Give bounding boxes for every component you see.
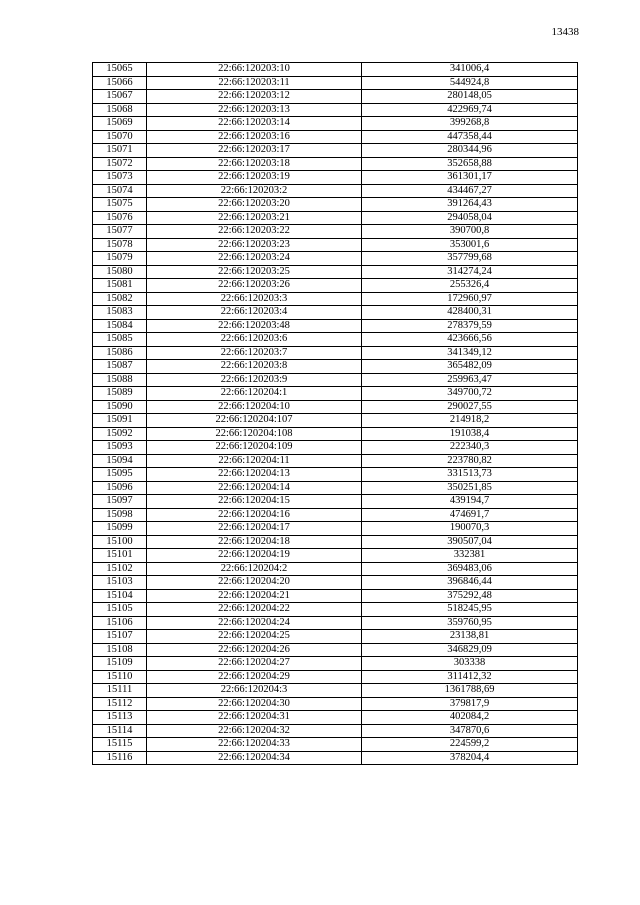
table-row [93, 495, 578, 509]
row-number-cell: 15076 [93, 211, 147, 225]
table-row [93, 535, 578, 549]
row-number-cell: 15102 [93, 562, 147, 576]
row-number-cell: 15077 [93, 225, 147, 239]
table-row [93, 697, 578, 711]
cadastral-number-cell: 22:66:120204:16 [147, 508, 362, 522]
cadastral-number-cell: 22:66:120203:3 [147, 292, 362, 306]
row-number-cell: 15084 [93, 319, 147, 333]
value-cell: 290027,55 [362, 400, 578, 414]
table-row [93, 427, 578, 441]
table-row [93, 387, 578, 401]
cadastral-number-cell: 22:66:120203:19 [147, 171, 362, 185]
table-row [93, 589, 578, 603]
value-cell: 303338 [362, 657, 578, 671]
row-number-cell: 15106 [93, 616, 147, 630]
table-row [93, 76, 578, 90]
table-row [93, 157, 578, 171]
row-number-cell: 15070 [93, 130, 147, 144]
row-number-cell: 15114 [93, 724, 147, 738]
table-row [93, 751, 578, 765]
cadastral-number-cell: 22:66:120204:1 [147, 387, 362, 401]
row-number-cell: 15099 [93, 522, 147, 536]
cadastral-number-cell: 22:66:120204:26 [147, 643, 362, 657]
row-number-cell: 15092 [93, 427, 147, 441]
value-cell: 349700,72 [362, 387, 578, 401]
value-cell: 347870,6 [362, 724, 578, 738]
row-number-cell: 15088 [93, 373, 147, 387]
row-number-cell: 15105 [93, 603, 147, 617]
row-number-cell: 15116 [93, 751, 147, 765]
value-cell: 402084,2 [362, 711, 578, 725]
table-row [93, 333, 578, 347]
value-cell: 434467,27 [362, 184, 578, 198]
row-number-cell: 15083 [93, 306, 147, 320]
value-cell: 396846,44 [362, 576, 578, 590]
cadastral-number-cell: 22:66:120203:48 [147, 319, 362, 333]
row-number-cell: 15073 [93, 171, 147, 185]
row-number-cell: 15066 [93, 76, 147, 90]
cadastral-number-cell: 22:66:120204:24 [147, 616, 362, 630]
table-row [93, 562, 578, 576]
cadastral-number-cell: 22:66:120203:20 [147, 198, 362, 212]
value-cell: 311412,32 [362, 670, 578, 684]
value-cell: 224599,2 [362, 738, 578, 752]
value-cell: 361301,17 [362, 171, 578, 185]
row-number-cell: 15096 [93, 481, 147, 495]
value-cell: 278379,59 [362, 319, 578, 333]
value-cell: 341349,12 [362, 346, 578, 360]
cadastral-number-cell: 22:66:120204:34 [147, 751, 362, 765]
row-number-cell: 15071 [93, 144, 147, 158]
table-row [93, 360, 578, 374]
table-row [93, 292, 578, 306]
row-number-cell: 15107 [93, 630, 147, 644]
row-number-cell: 15108 [93, 643, 147, 657]
row-number-cell: 15086 [93, 346, 147, 360]
row-number-cell: 15094 [93, 454, 147, 468]
cadastral-number-cell: 22:66:120203:6 [147, 333, 362, 347]
value-cell: 474691,7 [362, 508, 578, 522]
table-row [93, 238, 578, 252]
table-row [93, 481, 578, 495]
table-row [93, 724, 578, 738]
table-row [93, 103, 578, 117]
value-cell: 544924,8 [362, 76, 578, 90]
table-row [93, 603, 578, 617]
table-row [93, 117, 578, 131]
table-row [93, 711, 578, 725]
table-row [93, 144, 578, 158]
row-number-cell: 15109 [93, 657, 147, 671]
cadastral-number-cell: 22:66:120203:23 [147, 238, 362, 252]
table-row [93, 373, 578, 387]
row-number-cell: 15074 [93, 184, 147, 198]
cadastral-number-cell: 22:66:120203:9 [147, 373, 362, 387]
value-cell: 390700,8 [362, 225, 578, 239]
value-cell: 375292,48 [362, 589, 578, 603]
table-row [93, 198, 578, 212]
table-row [93, 63, 578, 77]
table-body [93, 63, 578, 765]
cadastral-number-cell: 22:66:120203:7 [147, 346, 362, 360]
value-cell: 172960,97 [362, 292, 578, 306]
value-cell: 379817,9 [362, 697, 578, 711]
value-cell: 255326,4 [362, 279, 578, 293]
row-number-cell: 15081 [93, 279, 147, 293]
cadastral-number-cell: 22:66:120203:18 [147, 157, 362, 171]
row-number-cell: 15079 [93, 252, 147, 266]
table-row [93, 346, 578, 360]
table-row [93, 670, 578, 684]
cadastral-number-cell: 22:66:120203:10 [147, 63, 362, 77]
value-cell: 350251,85 [362, 481, 578, 495]
table-row [93, 211, 578, 225]
value-cell: 346829,09 [362, 643, 578, 657]
value-cell: 365482,09 [362, 360, 578, 374]
table-row [93, 441, 578, 455]
value-cell: 378204,4 [362, 751, 578, 765]
cadastral-number-cell: 22:66:120203:16 [147, 130, 362, 144]
table-row [93, 184, 578, 198]
cadastral-number-cell: 22:66:120204:19 [147, 549, 362, 563]
value-cell: 191038,4 [362, 427, 578, 441]
row-number-cell: 15089 [93, 387, 147, 401]
value-cell: 23138,81 [362, 630, 578, 644]
value-cell: 294058,04 [362, 211, 578, 225]
cadastral-number-cell: 22:66:120203:2 [147, 184, 362, 198]
value-cell: 222340,3 [362, 441, 578, 455]
table-row [93, 643, 578, 657]
row-number-cell: 15115 [93, 738, 147, 752]
table-row [93, 90, 578, 104]
row-number-cell: 15095 [93, 468, 147, 482]
row-number-cell: 15098 [93, 508, 147, 522]
table-row [93, 414, 578, 428]
table-row [93, 306, 578, 320]
cadastral-number-cell: 22:66:120204:107 [147, 414, 362, 428]
cadastral-number-cell: 22:66:120204:11 [147, 454, 362, 468]
table-row [93, 454, 578, 468]
cadastral-number-cell: 22:66:120204:30 [147, 697, 362, 711]
row-number-cell: 15087 [93, 360, 147, 374]
value-cell: 423666,56 [362, 333, 578, 347]
value-cell: 214918,2 [362, 414, 578, 428]
cadastral-number-cell: 22:66:120203:17 [147, 144, 362, 158]
row-number-cell: 15112 [93, 697, 147, 711]
cadastral-number-cell: 22:66:120204:20 [147, 576, 362, 590]
table-row [93, 130, 578, 144]
value-cell: 280148,05 [362, 90, 578, 104]
table-row [93, 225, 578, 239]
value-cell: 331513,73 [362, 468, 578, 482]
cadastral-number-cell: 22:66:120204:22 [147, 603, 362, 617]
cadastral-number-cell: 22:66:120203:24 [147, 252, 362, 266]
row-number-cell: 15082 [93, 292, 147, 306]
cadastral-number-cell: 22:66:120204:10 [147, 400, 362, 414]
row-number-cell: 15103 [93, 576, 147, 590]
cadastral-number-cell: 22:66:120204:17 [147, 522, 362, 536]
cadastral-number-cell: 22:66:120203:14 [147, 117, 362, 131]
cadastral-number-cell: 22:66:120204:14 [147, 481, 362, 495]
table-row [93, 576, 578, 590]
value-cell: 259963,47 [362, 373, 578, 387]
row-number-cell: 15090 [93, 400, 147, 414]
table-row [93, 630, 578, 644]
table-row [93, 171, 578, 185]
table-row [93, 508, 578, 522]
value-cell: 422969,74 [362, 103, 578, 117]
cadastral-number-cell: 22:66:120204:13 [147, 468, 362, 482]
cadastral-number-cell: 22:66:120203:25 [147, 265, 362, 279]
row-number-cell: 15080 [93, 265, 147, 279]
table-row [93, 400, 578, 414]
row-number-cell: 15067 [93, 90, 147, 104]
row-number-cell: 15078 [93, 238, 147, 252]
table-row [93, 265, 578, 279]
value-cell: 190070,3 [362, 522, 578, 536]
table-row [93, 684, 578, 698]
cadastral-number-cell: 22:66:120204:109 [147, 441, 362, 455]
value-cell: 390507,04 [362, 535, 578, 549]
value-cell: 399268,8 [362, 117, 578, 131]
row-number-cell: 15075 [93, 198, 147, 212]
cadastral-number-cell: 22:66:120204:27 [147, 657, 362, 671]
cadastral-number-cell: 22:66:120203:8 [147, 360, 362, 374]
cadastral-number-cell: 22:66:120203:21 [147, 211, 362, 225]
value-cell: 518245,95 [362, 603, 578, 617]
cadastral-number-cell: 22:66:120204:3 [147, 684, 362, 698]
row-number-cell: 15069 [93, 117, 147, 131]
value-cell: 369483,06 [362, 562, 578, 576]
cadastral-number-cell: 22:66:120204:32 [147, 724, 362, 738]
cadastral-number-cell: 22:66:120204:25 [147, 630, 362, 644]
row-number-cell: 15104 [93, 589, 147, 603]
cadastral-number-cell: 22:66:120204:18 [147, 535, 362, 549]
cadastral-number-cell: 22:66:120204:108 [147, 427, 362, 441]
table-row [93, 468, 578, 482]
cadastral-number-cell: 22:66:120204:21 [147, 589, 362, 603]
value-cell: 447358,44 [362, 130, 578, 144]
value-cell: 357799,68 [362, 252, 578, 266]
table-row [93, 319, 578, 333]
cadastral-number-cell: 22:66:120203:26 [147, 279, 362, 293]
table-row [93, 522, 578, 536]
cadastral-number-cell: 22:66:120203:4 [147, 306, 362, 320]
row-number-cell: 15072 [93, 157, 147, 171]
row-number-cell: 15068 [93, 103, 147, 117]
value-cell: 1361788,69 [362, 684, 578, 698]
cadastral-number-cell: 22:66:120203:12 [147, 90, 362, 104]
cadastral-number-cell: 22:66:120203:13 [147, 103, 362, 117]
table-row [93, 252, 578, 266]
value-cell: 223780,82 [362, 454, 578, 468]
cadastral-number-cell: 22:66:120204:31 [147, 711, 362, 725]
value-cell: 391264,43 [362, 198, 578, 212]
value-cell: 341006,4 [362, 63, 578, 77]
row-number-cell: 15097 [93, 495, 147, 509]
cadastral-number-cell: 22:66:120204:2 [147, 562, 362, 576]
table-row [93, 738, 578, 752]
cadastral-number-cell: 22:66:120203:22 [147, 225, 362, 239]
row-number-cell: 15091 [93, 414, 147, 428]
table-row [93, 279, 578, 293]
value-cell: 428400,31 [362, 306, 578, 320]
value-cell: 280344,96 [362, 144, 578, 158]
row-number-cell: 15113 [93, 711, 147, 725]
row-number-cell: 15085 [93, 333, 147, 347]
value-cell: 314274,24 [362, 265, 578, 279]
row-number-cell: 15111 [93, 684, 147, 698]
value-cell: 359760,95 [362, 616, 578, 630]
cadastral-number-cell: 22:66:120204:15 [147, 495, 362, 509]
table-row [93, 549, 578, 563]
page-number: 13438 [551, 26, 579, 38]
row-number-cell: 15065 [93, 63, 147, 77]
row-number-cell: 15093 [93, 441, 147, 455]
cadastral-number-cell: 22:66:120203:11 [147, 76, 362, 90]
cadastral-number-cell: 22:66:120204:33 [147, 738, 362, 752]
cadastral-number-cell: 22:66:120204:29 [147, 670, 362, 684]
row-number-cell: 15110 [93, 670, 147, 684]
table-row [93, 657, 578, 671]
value-cell: 332381 [362, 549, 578, 563]
value-cell: 352658,88 [362, 157, 578, 171]
value-cell: 439194,7 [362, 495, 578, 509]
table-row [93, 616, 578, 630]
row-number-cell: 15100 [93, 535, 147, 549]
value-cell: 353001,6 [362, 238, 578, 252]
cadastral-value-table [92, 62, 578, 765]
row-number-cell: 15101 [93, 549, 147, 563]
